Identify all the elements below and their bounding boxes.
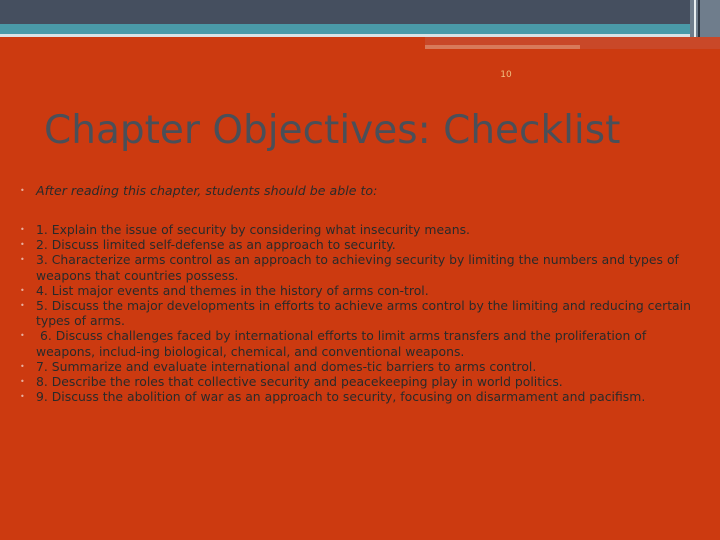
bullet-icon: • <box>20 285 25 295</box>
list-item <box>20 298 696 328</box>
subheader-strip-highlight <box>425 45 580 49</box>
bullet-icon: • <box>20 331 25 341</box>
list-item <box>20 359 696 374</box>
corner-line-dark <box>698 0 700 37</box>
list-item <box>20 283 696 298</box>
slide-title: Chapter Objectives: Checklist <box>44 108 621 153</box>
bullet-icon: • <box>20 392 25 402</box>
objective-text: 3. Characterize arms control as an approach to achieving security by limiting the numbers and types of weapons that countries possess. <box>36 252 683 283</box>
header-bar <box>0 0 720 24</box>
objectives-list <box>20 222 696 404</box>
header-accent-stripe <box>0 24 720 34</box>
intro-text: After reading this chapter, students should be able to: <box>36 183 378 198</box>
list-item <box>20 222 696 237</box>
intro-line <box>20 183 700 198</box>
objective-text: 5. Discuss the major developments in efforts to achieve arms control by the limiting and reducing certain types of arms. <box>36 298 695 329</box>
objective-text: 8. Describe the roles that collective security and peacekeeping play in world politics. <box>36 374 563 390</box>
list-item <box>20 252 696 282</box>
bullet-icon: • <box>20 301 25 311</box>
bullet-icon: • <box>20 225 25 234</box>
list-item <box>20 389 696 404</box>
slide-number: 10 <box>500 70 512 80</box>
objective-text: 2. Discuss limited self-defense as an approach to security. <box>36 237 396 253</box>
objective-text: 9. Discuss the abolition of war as an approach to security, focusing on disarmament and pacifism. <box>36 389 646 405</box>
objective-text: 1. Explain the issue of security by considering what insecurity means. <box>36 222 470 237</box>
bullet-icon: • <box>20 240 25 250</box>
bullet-icon: • <box>20 255 25 265</box>
list-item <box>20 374 696 389</box>
list-item <box>20 328 696 358</box>
objective-text: 4. List major events and themes in the history of arms con-trol. <box>36 282 429 298</box>
objective-text: 7. Summarize and evaluate international and domes-tic barriers to arms control. <box>36 358 537 374</box>
list-item <box>20 237 696 252</box>
bullet-icon: • <box>20 361 25 371</box>
bullet-icon: • <box>20 377 25 387</box>
corner-line-light <box>694 0 696 37</box>
bullet-icon: • <box>20 186 25 195</box>
objective-text: 6. Discuss challenges faced by international efforts to limit arms transfers and the proliferation of weapons, includ-ing biological, chemical, and conventional weapons. <box>36 328 651 359</box>
